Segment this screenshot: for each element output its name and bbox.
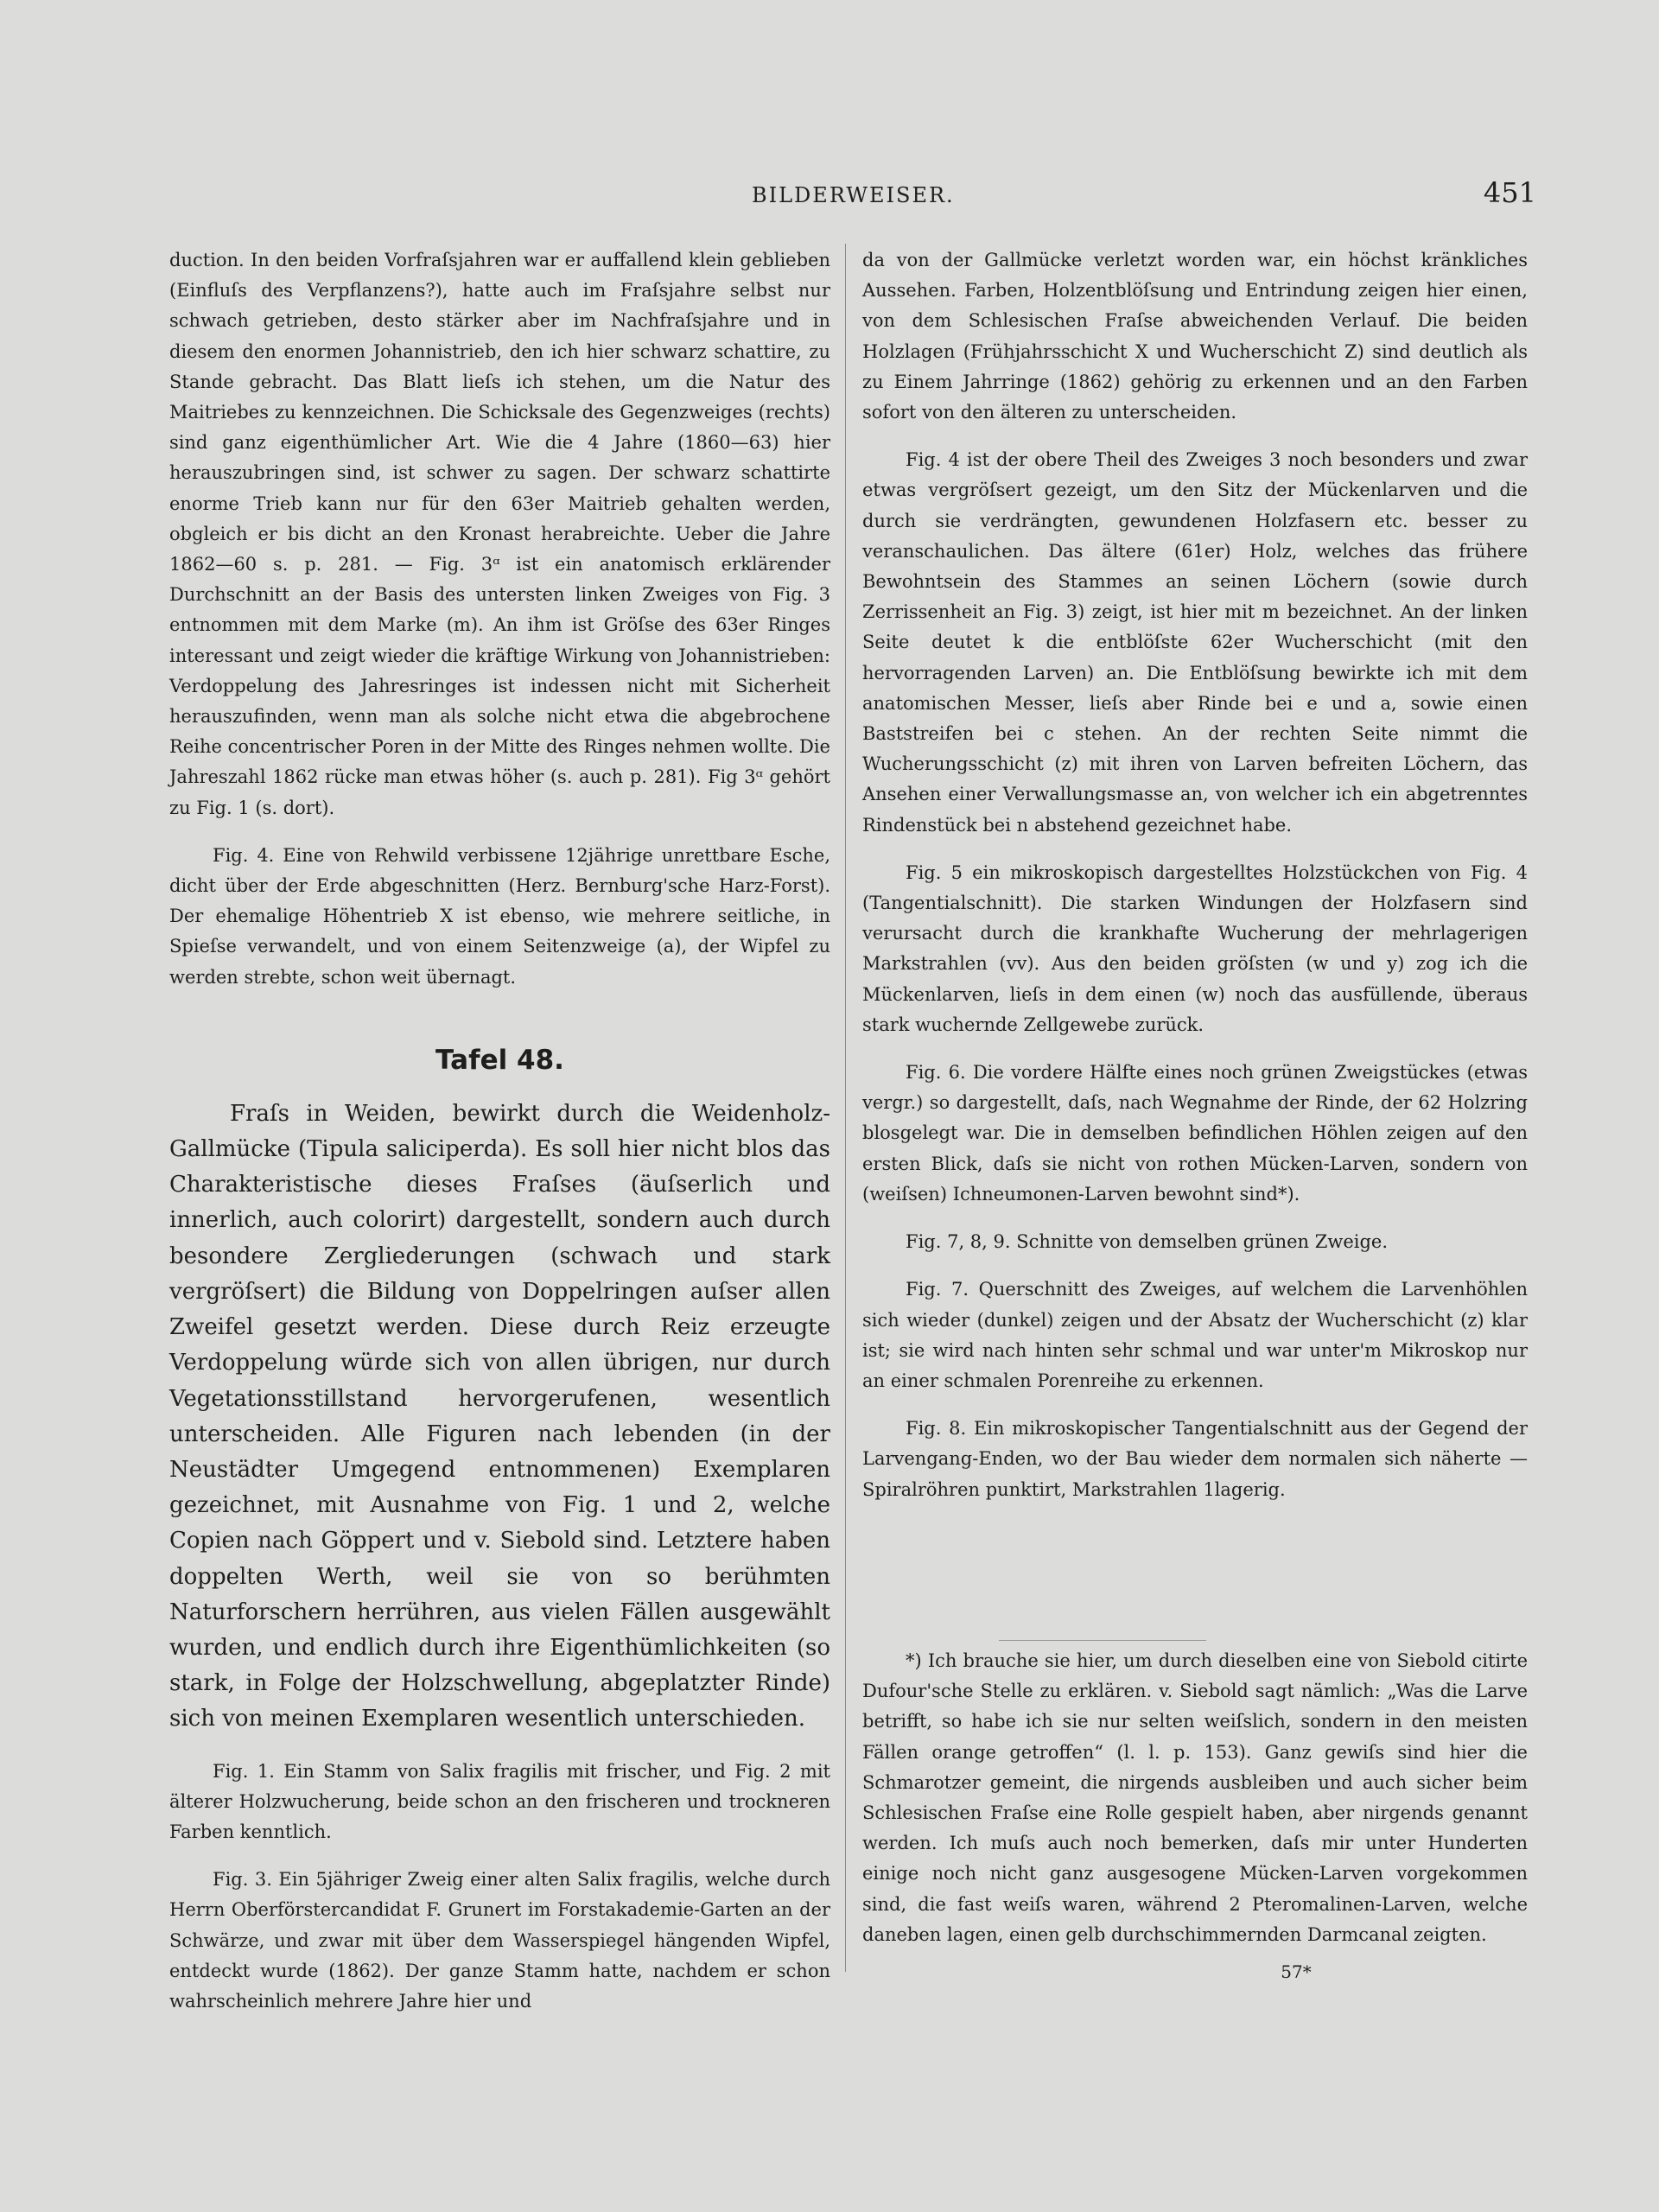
paragraph-left-fig3: Fig. 3. Ein 5jähriger Zweig einer alten Salix fragilis, welche durch Herrn Oberförstercandidat F. Grunert im Forstakademie-Garten an der Schwärze, und zwar mit über dem Wasserspiegel hängenden Wipfel, entdeckt wurde (1862). Der ganze Stamm hatte, nachdem er schon wahrscheinlich mehrere Jahre hier und	[169, 1869, 830, 2012]
paragraph-right-1: da von der Gallmücke verletzt worden war, ein höchst kränkliches Aussehen. Farben, Holzentblöſsung und Entrindung zeigen hier einen, von dem Schlesischen Fraſse abweichenden Verlauf. Die beiden Holzlagen (Frühjahrsschicht X und Wucherschicht Z) sind deutlich als zu Einem Jahrringe (1862) gehörig zu erkennen und an den Farben sofort von den älteren zu unterscheiden.	[862, 250, 1528, 423]
paragraph-left-fig1: Fig. 1. Ein Stamm von Salix fragilis mit frischer, und Fig. 2 mit älterer Holzwucherung, beide schon an den frischeren und trockneren Farben kenntlich.	[169, 1760, 830, 1842]
footnote-text: *) Ich brauche sie hier, um durch dieselben eine von Siebold citirte Dufour'sche Stelle zu erklären. v. Siebold sagt nämlich: „Was die Larve betrifft, so habe ich sie nur selten weiſslich, sondern in den meisten Fällen orange getroffen“ (l. l. p. 153). Ganz gewiſs sind hier die Schmarotzer gemeint, die nirgends ausbleiben und auch sicher beim Schlesischen Fraſse eine Rolle gespielt haben, aber nirgends genannt werden. Ich muſs auch noch bemerken, daſs mir unter Hunderten einige noch nicht ganz ausgesogene Mücken-Larven vorgekommen sind, die fast weiſs waren, während 2 Pteromalinen-Larven, welche daneben lagen, einen gelb durchschimmernden Darmcanal zeigten.	[862, 1650, 1528, 1945]
footnote-rule	[999, 1640, 1206, 1641]
right-column	[862, 245, 1528, 1505]
column-divider	[845, 244, 846, 1972]
tafel-heading: Tafel 48.	[435, 1044, 564, 1076]
left-column	[169, 245, 830, 2017]
paragraph-right-fig4: Fig. 4 ist der obere Theil des Zweiges 3 noch besonders und zwar etwas vergröſsert gezeigt, um den Sitz der Mückenlarven und die durch sie verdrängten, gewundenen Holzfasern etc. besser zu veranschaulichen. Das ältere (61er) Holz, welches das frühere Bewohntsein des Stammes an seinen Löchern (sowie durch Zerrissenheit an Fig. 3) zeigt, ist hier mit m bezeichnet. An der linken Seite deutet k die entblöſste 62er Wucherschicht (mit den hervorragenden Larven) an. Die Entblöſsung bewirkte ich mit dem anatomischen Messer, lieſs aber Rinde bei e und a, sowie einen Baststreifen bei c stehen. An der rechten Seite nimmt die Wucherungsschicht (z) mit ihren von Larven befreiten Löchern, das Ansehen einer Verwallungsmasse an, von welcher ich ein abgetrenntes Rindenstück bei n abstehend gezeichnet habe.	[862, 449, 1528, 836]
footnote	[862, 1646, 1528, 1950]
tafel-lead-paragraph: Fraſs in Weiden, bewirkt durch die Weidenholz-Gallmücke (Tipula saliciperda). Es soll hier nicht blos das Charakteristische dieses Fraſses (äuſserlich und innerlich, auch colorirt) dargestellt, sondern auch durch besondere Zergliederungen (schwach und stark vergröſsert) die Bildung von Doppelringen auſser allen Zweifel gesetzt werden. Diese durch Reiz erzeugte Verdoppelung würde sich von allen übrigen, nur durch Vegetationsstillstand hervorgerufenen, wesentlich unterscheiden. Alle Figuren nach lebenden (in der Neustädter Umgegend entnommenen) Exemplaren gezeichnet, mit Ausnahme von Fig. 1 und 2, welche Copien nach Göppert und v. Siebold sind. Letztere haben doppelten Werth, weil sie von so berühmten Naturforschern herrühren, aus vielen Fällen ausgewählt wurden, und endlich durch ihre Eigenthümlichkeiten (so stark, in Folge der Holzschwellung, abgeplatzter Rinde) sich von meinen Exemplaren wesentlich unterschieden.	[169, 1100, 830, 1732]
paragraph-right-fig6: Fig. 6. Die vordere Hälfte eines noch grünen Zweigstückes (etwas vergr.) so dargestellt, daſs, nach Wegnahme der Rinde, der 62 Holzring blosgelegt war. Die in demselben befindlichen Höhlen zeigen auf den ersten Blick, daſs sie nicht von rothen Mücken-Larven, sondern von (weiſsen) Ichneumonen-Larven bewohnt sind*).	[862, 1062, 1528, 1205]
paragraph-left-1: duction. In den beiden Vorfraſsjahren war er auffallend klein geblieben (Einfluſs des Verpflanzens?), hatte auch im Fraſsjahre selbst nur schwach getrieben, desto stärker aber im Nachfraſsjahre und in diesem den enormen Johannistrieb, den ich hier schwarz schattire, zu Stande gebracht. Das Blatt lieſs ich stehen, um die Natur des Maitriebes zu kennzeichnen. Die Schicksale des Gegenzweiges (rechts) sind ganz eigenthümlicher Art. Wie die 4 Jahre (1860—63) hier herauszubringen sind, ist schwer zu sagen. Der schwarz schattirte enorme Trieb kann nur für den 63er Maitrieb gehalten werden, obgleich er bis dicht an den Kronast herabreichte. Ueber die Jahre 1862—60 s. p. 281. — Fig. 3ᵅ ist ein anatomisch erklärender Durchschnitt an der Basis des untersten linken Zweiges von Fig. 3 entnommen mit dem Marke (m). An ihm ist Gröſse des 63er Ringes interessant und zeigt wieder die kräftige Wirkung von Johannistrieben: Verdoppelung des Jahresringes ist indessen nicht mit Sicherheit herauszufinden, wenn man als solche nicht etwa die abgebrochene Reihe concentrischer Poren in der Mitte des Ringes nehmen wollte. Die Jahreszahl 1862 rücke man etwas höher (s. auch p. 281). Fig 3ᵅ gehört zu Fig. 1 (s. dort).	[169, 250, 830, 818]
paragraph-left-fig4: Fig. 4. Eine von Rehwild verbissene 12jährige unrettbare Esche, dicht über der Erde abgeschnitten (Herz. Bernburg'sche Harz-Forst). Der ehemalige Höhentrieb X ist ebenso, wie mehrere seitliche, in Spieſse verwandelt, und von einem Seitenzweige (a), der Wipfel zu werden strebte, schon weit übernagt.	[169, 844, 830, 988]
running-title: BILDERWEISER.	[752, 183, 955, 207]
paragraph-right-fig5: Fig. 5 ein mikroskopisch dargestelltes Holzstückchen von Fig. 4 (Tangentialschnitt). Die starken Windungen der Holzfasern sind verursacht durch die krankhafte Wucherung der mehrlagerigen Markstrahlen (vv). Aus den beiden gröſsten (w und y) zog ich die Mückenlarven, lieſs in dem einen (w) noch das ausfüllende, überaus stark wuchernde Zellgewebe zurück.	[862, 861, 1528, 1035]
page-number: 451	[1483, 176, 1536, 209]
paragraph-right-fig7: Fig. 7. Querschnitt des Zweiges, auf welchem die Larvenhöhlen sich wieder (dunkel) zeigen und der Absatz der Wucherschicht (z) klar ist; sie wird nach hinten sehr schmal und war unter'm Mikroskop nur an einer schmalen Porenreihe zu erkennen.	[862, 1279, 1528, 1391]
paragraph-right-fig8: Fig. 8. Ein mikroskopischer Tangentialschnitt aus der Gegend der Larvengang-Enden, wo der Bau wieder dem normalen sich näherte — Spiralröhren punktirt, Markstrahlen 1lagerig.	[862, 1418, 1528, 1500]
paragraph-right-fig789: Fig. 7, 8, 9. Schnitte von demselben grünen Zweige.	[906, 1231, 1389, 1253]
signature-mark: 57*	[1281, 1961, 1312, 1982]
